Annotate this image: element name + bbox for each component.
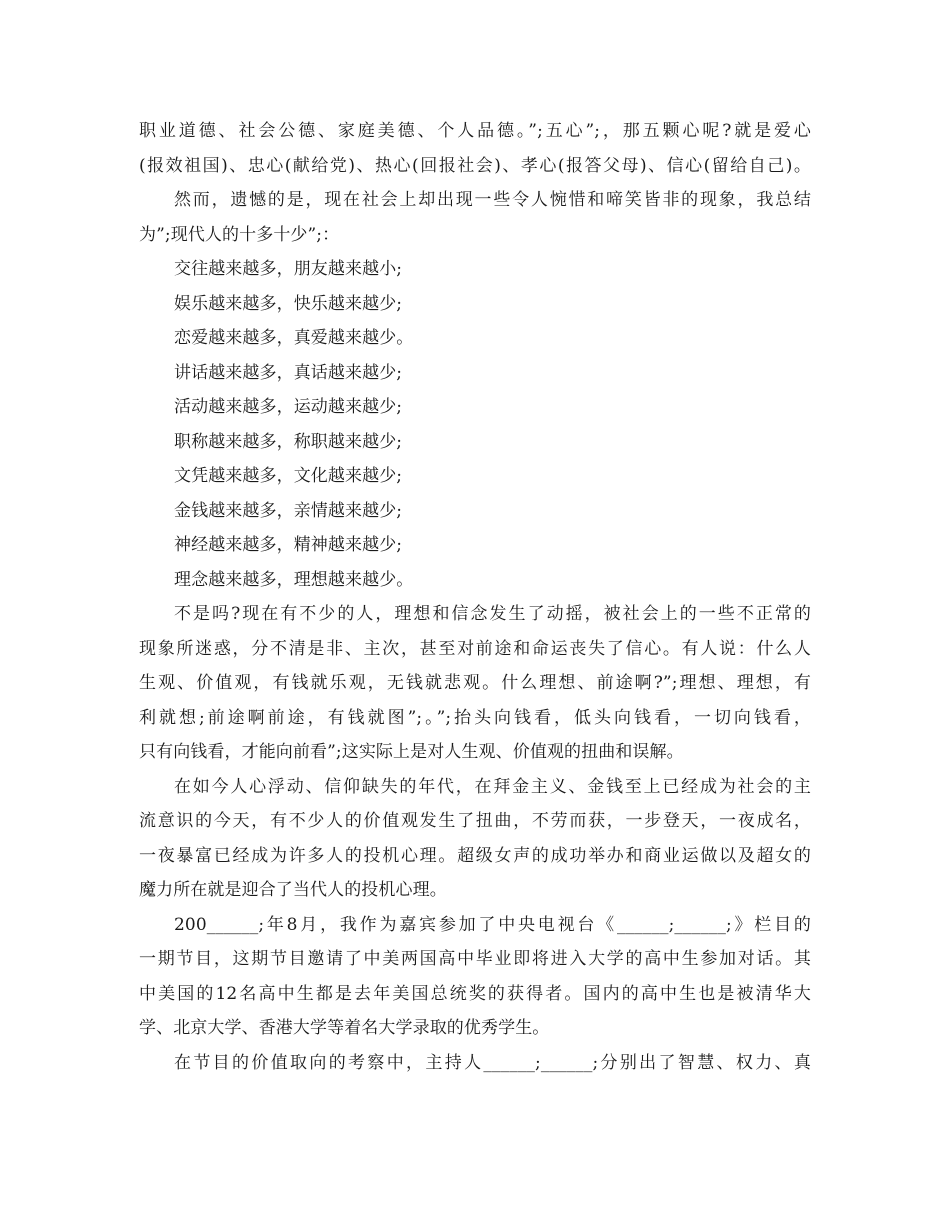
list-item: 理念越来越多，理想越来越少。 (174, 569, 414, 590)
document-body (139, 114, 811, 1080)
text-line: 中美国的12名高中生都是去年美国总统奖的获得者。国内的高中生也是被清华大 (139, 983, 811, 1004)
text-line: 200______;年8月，我作为嘉宾参加了中央电视台《______;______;》栏目的 (174, 914, 811, 935)
text-line: 魔力所在就是迎合了当代人的投机心理。 (139, 880, 447, 900)
list-item: 娱乐越来越多，快乐越来越少; (174, 293, 403, 314)
list-item: 神经越来越多，精神越来越少; (174, 535, 403, 555)
text-line: 学、北京大学、香港大学等着名大学录取的优秀学生。 (139, 1018, 550, 1038)
text-line: 职业道德、社会公德、家庭美德、个人品德。”;五心”;，那五颗心呢?就是爱心 (139, 121, 811, 141)
list-item: 金钱越来越多，亲情越来越少; (174, 500, 403, 521)
list-item: 活动越来越多，运动越来越少; (174, 397, 403, 417)
text-line: 现象所迷惑，分不清是非、主次，甚至对前途和命运丧失了信心。有人说：什么人 (139, 638, 811, 659)
text-line: 一期节目，这期节目邀请了中美两国高中毕业即将进入大学的高中生参加对话。其 (139, 949, 811, 969)
list-item: 恋爱越来越多，真爱越来越少。 (174, 328, 414, 348)
text-line: 流意识的今天，有不少人的价值观发生了扭曲，不劳而获，一步登天，一夜成名， (139, 811, 811, 831)
text-line: 生观、价值观，有钱就乐观，无钱就悲观。什么理想、前途啊?”;理想、理想，有 (139, 673, 811, 693)
list-item: 讲话越来越多，真话越来越少; (174, 362, 403, 383)
text-line: 在节目的价值取向的考察中，主持人______;______;分别出了智慧、权力、真 (174, 1052, 811, 1073)
text-line: 不是吗?现在有不少的人，理想和信念发生了动摇，被社会上的一些不正常的 (174, 604, 811, 624)
text-line: 为”;现代人的十多十少”;： (139, 224, 340, 245)
text-line: 只有向钱看，才能向前看”;这实际上是对人生观、价值观的扭曲和误解。 (139, 742, 684, 762)
list-item: 职称越来越多，称职越来越少; (174, 431, 403, 452)
text-line: 然而，遗憾的是，现在社会上却出现一些令人惋惜和啼笑皆非的现象，我总结 (174, 190, 811, 210)
text-line: (报效祖国)、忠心(献给党)、热心(回报社会)、孝心(报答父母)、信心(留给自己)。 (139, 155, 811, 176)
text-line: 在如今人心浮动、信仰缺失的年代，在拜金主义、金钱至上已经成为社会的主 (174, 776, 811, 797)
list-item: 交往越来越多，朋友越来越小; (174, 259, 403, 279)
text-line: 利就想;前途啊前途，有钱就图”;。”;抬头向钱看，低头向钱看，一切向钱看， (139, 707, 811, 728)
text-line: 一夜暴富已经成为许多人的投机心理。超级女声的成功举办和商业运做以及超女的 (139, 845, 811, 866)
list-item: 文凭越来越多，文化越来越少; (174, 466, 403, 486)
